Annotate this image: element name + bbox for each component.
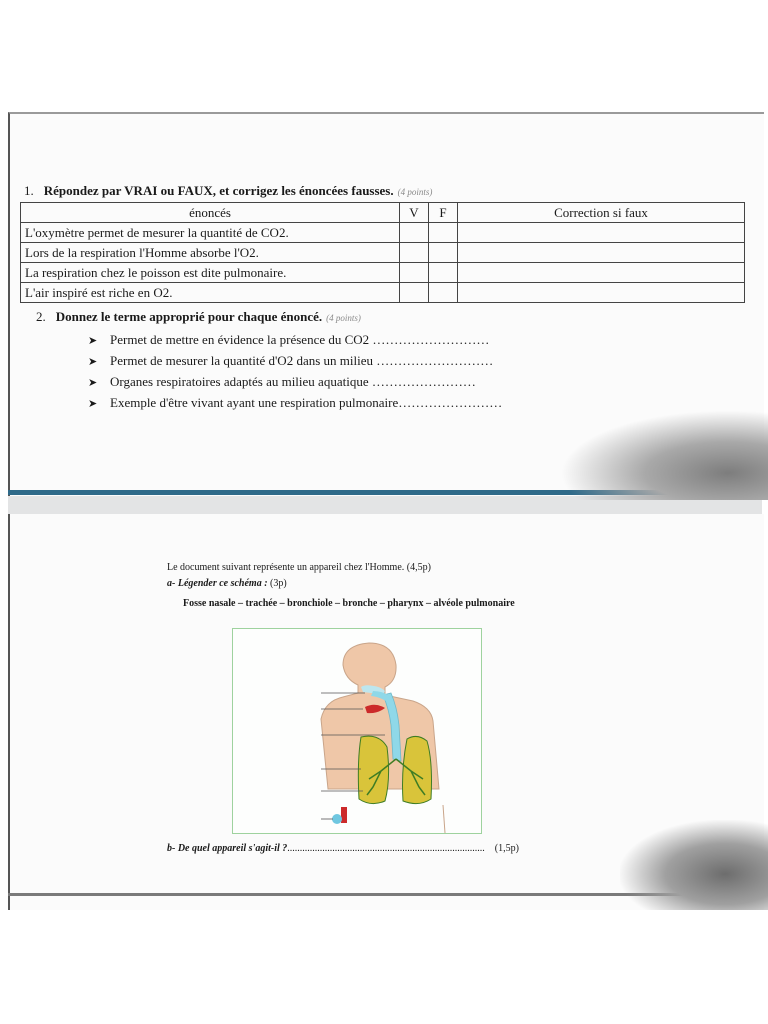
- statement-cell: L'air inspiré est riche en O2.: [21, 283, 400, 303]
- list-item: [88, 350, 502, 371]
- part-a-text: a- Légender ce schéma :: [167, 578, 268, 589]
- table-header-row: [21, 203, 745, 223]
- true-false-table: [20, 202, 745, 303]
- question-2-points: (4 points): [326, 313, 361, 323]
- statement-cell: La respiration chez le poisson est dite pulmonaire.: [21, 263, 400, 283]
- correction-cell[interactable]: [458, 223, 745, 243]
- table-row: [21, 263, 745, 283]
- arrow-bullet-icon: ➤: [88, 377, 98, 389]
- document-intro: Le document suivant représente un appareil chez l'Homme. (4,5p): [167, 562, 431, 573]
- v-answer-cell[interactable]: [400, 243, 429, 263]
- arrow-bullet-icon: ➤: [88, 398, 98, 410]
- part-b-label: [167, 843, 519, 854]
- term-text: Permet de mesurer la quantité d'O2 dans un milieu ………………………: [110, 353, 494, 368]
- table-row: [21, 223, 745, 243]
- word-bank: Fosse nasale – trachée – bronchiole – bronche – pharynx – alvéole pulmonaire: [183, 598, 515, 609]
- respiratory-system-illustration: [233, 629, 481, 833]
- right-lung: [403, 736, 432, 803]
- question-2-number: 2.: [36, 309, 46, 324]
- f-answer-cell[interactable]: [429, 223, 458, 243]
- question-1-text: Répondez par VRAI ou FAUX, et corrigez les énoncées fausses.: [43, 183, 394, 198]
- v-answer-cell[interactable]: [400, 283, 429, 303]
- list-item: [88, 329, 502, 350]
- question-1-points: (4 points): [397, 187, 433, 197]
- part-b-points: (1,5p): [494, 843, 519, 854]
- v-answer-cell[interactable]: [400, 263, 429, 283]
- v-answer-cell[interactable]: [400, 223, 429, 243]
- part-a-label: [167, 578, 287, 589]
- header-f: F: [429, 203, 458, 223]
- table-row: [21, 243, 745, 263]
- term-text: Organes respiratoires adaptés au milieu aquatique ……………………: [110, 374, 476, 389]
- alveoli-zoom: [332, 814, 342, 824]
- respiratory-diagram: [232, 628, 482, 834]
- statement-cell: Lors de la respiration l'Homme absorbe l'O2.: [21, 243, 400, 263]
- statement-cell: L'oxymètre permet de mesurer la quantité de CO2.: [21, 223, 400, 243]
- arm-line: [443, 805, 445, 833]
- list-item: [88, 392, 502, 413]
- part-b-text: b- De quel appareil s'agit-il ?: [167, 843, 288, 854]
- arrow-bullet-icon: ➤: [88, 356, 98, 368]
- f-answer-cell[interactable]: [429, 263, 458, 283]
- table-row: [21, 283, 745, 303]
- part-b-answer-line[interactable]: ...............................................................................: [287, 843, 485, 854]
- question-2-text: Donnez le terme approprié pour chaque énoncé.: [55, 309, 323, 324]
- question-2: [36, 309, 361, 325]
- term-text: Exemple d'être vivant ayant une respiration pulmonaire……………………: [110, 395, 503, 410]
- list-item: [88, 371, 502, 392]
- question-1: [24, 183, 432, 199]
- arrow-bullet-icon: ➤: [88, 335, 98, 347]
- header-v: V: [400, 203, 429, 223]
- correction-cell[interactable]: [458, 263, 745, 283]
- finger-smudge: [620, 820, 768, 910]
- term-text: Permet de mettre en évidence la présence du CO2 ………………………: [110, 332, 490, 347]
- f-answer-cell[interactable]: [429, 243, 458, 263]
- terms-list: [88, 329, 502, 413]
- left-lung: [358, 736, 388, 803]
- question-1-number: 1.: [24, 183, 34, 198]
- part-a-points: (3p): [270, 578, 287, 589]
- correction-cell[interactable]: [458, 243, 745, 263]
- finger-smudge: [560, 410, 768, 500]
- correction-cell[interactable]: [458, 283, 745, 303]
- f-answer-cell[interactable]: [429, 283, 458, 303]
- header-enonces: énoncés: [21, 203, 400, 223]
- alveoli-zoom-stem: [341, 807, 347, 823]
- header-correction: Correction si faux: [458, 203, 745, 223]
